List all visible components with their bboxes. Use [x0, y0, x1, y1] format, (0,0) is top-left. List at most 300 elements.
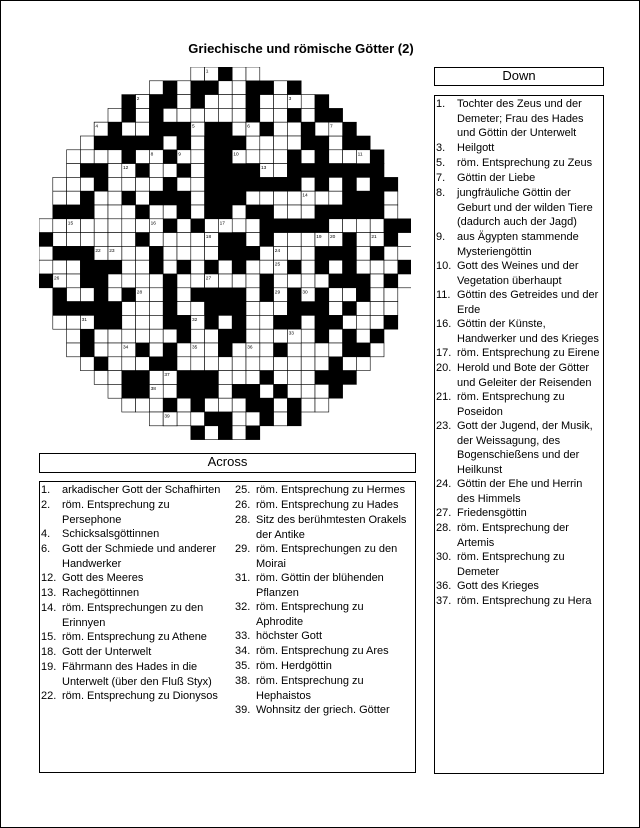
grid-cell-open[interactable]: [136, 122, 150, 136]
grid-cell-open[interactable]: [329, 329, 343, 343]
grid-cell-open[interactable]: [246, 233, 260, 247]
grid-cell-open[interactable]: [246, 150, 260, 164]
grid-cell-open[interactable]: [246, 191, 260, 205]
grid-cell-open[interactable]: [232, 398, 246, 412]
grid-cell-open[interactable]: [136, 315, 150, 329]
grid-cell-open[interactable]: [67, 343, 81, 357]
grid-cell-open[interactable]: [39, 219, 53, 233]
grid-cell-open[interactable]: [191, 191, 205, 205]
grid-cell-blocked: [232, 315, 246, 329]
grid-cell-open[interactable]: [67, 260, 81, 274]
grid-cell-open[interactable]: [232, 108, 246, 122]
grid-cell-open[interactable]: [191, 136, 205, 150]
grid-cell-open[interactable]: [246, 136, 260, 150]
grid-cell-open[interactable]: [301, 315, 315, 329]
grid-cell-open[interactable]: [67, 233, 81, 247]
grid-cell-open[interactable]: [191, 67, 205, 81]
grid-cell-open[interactable]: [122, 122, 136, 136]
grid-cell-open[interactable]: [122, 219, 136, 233]
clue-number: 9.: [436, 231, 446, 243]
grid-cell-open[interactable]: [246, 274, 260, 288]
grid-cell-open[interactable]: [122, 302, 136, 316]
grid-cell-open[interactable]: [287, 384, 301, 398]
clue-number: 33.: [235, 630, 251, 642]
grid-cell-open[interactable]: [218, 108, 232, 122]
grid-cell-open[interactable]: [356, 357, 370, 371]
grid-cell-open[interactable]: [274, 274, 288, 288]
grid-cell-open[interactable]: [246, 302, 260, 316]
grid-cell-open[interactable]: [301, 246, 315, 260]
grid-cell-open[interactable]: [356, 260, 370, 274]
grid-cell-open[interactable]: [315, 398, 329, 412]
grid-cell-open[interactable]: [232, 122, 246, 136]
grid-cell-open[interactable]: [301, 274, 315, 288]
grid-cell-open[interactable]: [287, 205, 301, 219]
grid-cell-open[interactable]: [260, 384, 274, 398]
grid-cell-open[interactable]: [136, 191, 150, 205]
grid-cell-open[interactable]: [191, 150, 205, 164]
grid-cell-open[interactable]: [260, 95, 274, 109]
grid-cell-open[interactable]: [246, 357, 260, 371]
grid-cell-open[interactable]: [287, 371, 301, 385]
grid-cell-open[interactable]: [136, 274, 150, 288]
grid-cell-open[interactable]: [94, 150, 108, 164]
grid-cell-open[interactable]: [232, 274, 246, 288]
grid-cell-open[interactable]: [274, 371, 288, 385]
grid-cell-open[interactable]: [301, 205, 315, 219]
grid-cell-open[interactable]: [232, 357, 246, 371]
grid-cell-open[interactable]: [287, 233, 301, 247]
grid-cell-open[interactable]: [398, 246, 411, 260]
grid-cell-open[interactable]: [136, 177, 150, 191]
grid-cell-open[interactable]: [163, 384, 177, 398]
grid-cell-open[interactable]: [329, 219, 343, 233]
grid-cell-open[interactable]: [232, 426, 246, 440]
grid-cell-open[interactable]: [149, 233, 163, 247]
grid-cell-open[interactable]: [287, 246, 301, 260]
grid-cell-open[interactable]: [232, 67, 246, 81]
grid-cell-open[interactable]: [205, 343, 219, 357]
grid-cell-open[interactable]: [108, 219, 122, 233]
grid-cell-open[interactable]: [108, 205, 122, 219]
grid-cell-open[interactable]: [356, 329, 370, 343]
grid-cell-open[interactable]: [218, 315, 232, 329]
grid-cell-open[interactable]: [94, 343, 108, 357]
grid-cell-open[interactable]: [274, 95, 288, 109]
grid-cell-open[interactable]: [315, 122, 329, 136]
grid-cell-open[interactable]: [370, 343, 384, 357]
grid-cell-open[interactable]: [177, 95, 191, 109]
grid-cell-open[interactable]: [191, 164, 205, 178]
grid-cell-open[interactable]: [122, 315, 136, 329]
grid-cell-open[interactable]: [246, 219, 260, 233]
grid-cell-open[interactable]: [163, 260, 177, 274]
clue-number: 12.: [41, 572, 57, 584]
grid-cell-open[interactable]: [80, 136, 94, 150]
grid-cell-open[interactable]: [94, 233, 108, 247]
grid-cell-open[interactable]: [218, 371, 232, 385]
grid-cell-open[interactable]: [205, 108, 219, 122]
grid-cell-open[interactable]: [149, 205, 163, 219]
grid-cell-open[interactable]: [301, 398, 315, 412]
grid-cell-open[interactable]: [301, 108, 315, 122]
grid-cell-open[interactable]: [260, 108, 274, 122]
grid-cell-open[interactable]: [232, 205, 246, 219]
grid-cell-open[interactable]: [301, 343, 315, 357]
grid-cell-open[interactable]: [274, 412, 288, 426]
clue-item: [436, 579, 600, 594]
grid-cell-open[interactable]: [218, 398, 232, 412]
grid-cell-open[interactable]: [329, 150, 343, 164]
grid-cell-open[interactable]: [205, 426, 219, 440]
grid-cell-open[interactable]: [67, 329, 81, 343]
grid-cell-open[interactable]: [163, 246, 177, 260]
grid-cell-open[interactable]: [218, 81, 232, 95]
grid-cell-open[interactable]: [218, 274, 232, 288]
grid-cell-open[interactable]: [136, 357, 150, 371]
grid-cell-open[interactable]: [80, 233, 94, 247]
grid-cell-open[interactable]: [67, 150, 81, 164]
grid-cell-open[interactable]: [274, 302, 288, 316]
grid-cell-open[interactable]: [80, 177, 94, 191]
grid-cell-open[interactable]: [108, 329, 122, 343]
grid-cell-open[interactable]: [108, 150, 122, 164]
grid-cell-open[interactable]: [260, 343, 274, 357]
grid-cell-open[interactable]: [191, 260, 205, 274]
grid-cell-open[interactable]: [191, 205, 205, 219]
grid-cell-open[interactable]: [67, 288, 81, 302]
grid-cell-open[interactable]: [177, 412, 191, 426]
grid-cell-open[interactable]: [356, 219, 370, 233]
grid-cell-open[interactable]: [149, 81, 163, 95]
grid-cell-blocked: [53, 205, 67, 219]
grid-cell-open[interactable]: [177, 357, 191, 371]
grid-cell-open[interactable]: [39, 246, 53, 260]
grid-cell-open[interactable]: [149, 343, 163, 357]
grid-cell-open[interactable]: [260, 329, 274, 343]
grid-cell-open[interactable]: [67, 315, 81, 329]
grid-cell-open[interactable]: [384, 260, 398, 274]
grid-cell-open[interactable]: [384, 246, 398, 260]
grid-cell-open[interactable]: [260, 136, 274, 150]
grid-cell-open[interactable]: [260, 357, 274, 371]
grid-cell-open[interactable]: [108, 177, 122, 191]
grid-cell-open[interactable]: [191, 357, 205, 371]
grid-cell-open[interactable]: [205, 219, 219, 233]
grid-cell-open[interactable]: [53, 260, 67, 274]
grid-cell-open[interactable]: [122, 398, 136, 412]
grid-cell-open[interactable]: [301, 357, 315, 371]
grid-cell-open[interactable]: [191, 233, 205, 247]
grid-cell-open[interactable]: [274, 164, 288, 178]
grid-cell-open[interactable]: [177, 177, 191, 191]
grid-cell-open[interactable]: [108, 108, 122, 122]
grid-cell-open[interactable]: [274, 205, 288, 219]
grid-cell-open[interactable]: [108, 343, 122, 357]
grid-cell-open[interactable]: [246, 371, 260, 385]
grid-cell-open[interactable]: [343, 219, 357, 233]
grid-cell-open[interactable]: [343, 288, 357, 302]
grid-cell-open[interactable]: [136, 246, 150, 260]
grid-cell-open[interactable]: [260, 302, 274, 316]
grid-cell-open[interactable]: [205, 357, 219, 371]
grid-cell-open[interactable]: [191, 108, 205, 122]
grid-cell-open[interactable]: [287, 357, 301, 371]
grid-cell-open[interactable]: [370, 219, 384, 233]
grid-cell-blocked: [80, 343, 94, 357]
grid-cell-open[interactable]: [315, 343, 329, 357]
grid-cell-open[interactable]: [370, 315, 384, 329]
grid-cell-blocked: [205, 150, 219, 164]
grid-cell-open[interactable]: [177, 108, 191, 122]
grid-cell-open[interactable]: [356, 246, 370, 260]
grid-cell-open[interactable]: [136, 150, 150, 164]
grid-cell-open[interactable]: [191, 329, 205, 343]
grid-cell-open[interactable]: [384, 302, 398, 316]
grid-cell-blocked: [232, 384, 246, 398]
grid-cell-open[interactable]: [232, 343, 246, 357]
grid-cell-open[interactable]: [260, 191, 274, 205]
grid-cell-open[interactable]: [80, 357, 94, 371]
grid-cell-open[interactable]: [287, 191, 301, 205]
grid-cell-open[interactable]: [177, 398, 191, 412]
grid-cell-open[interactable]: [94, 219, 108, 233]
grid-cell-open[interactable]: [370, 288, 384, 302]
grid-cell-open[interactable]: [274, 191, 288, 205]
grid-cell-open[interactable]: [301, 371, 315, 385]
grid-cell-open[interactable]: [274, 136, 288, 150]
grid-cell-open[interactable]: [274, 329, 288, 343]
grid-cell-open[interactable]: [218, 95, 232, 109]
grid-cell-open[interactable]: [94, 329, 108, 343]
grid-cell-open[interactable]: [177, 343, 191, 357]
grid-cell-blocked: [260, 219, 274, 233]
grid-cell-open[interactable]: [301, 150, 315, 164]
grid-cell-open[interactable]: [205, 329, 219, 343]
grid-cell-open[interactable]: [260, 260, 274, 274]
grid-cell-open[interactable]: [163, 233, 177, 247]
grid-cell-open[interactable]: [274, 398, 288, 412]
grid-cell-open[interactable]: [246, 329, 260, 343]
grid-cell-blocked: [122, 136, 136, 150]
grid-cell-open[interactable]: [370, 274, 384, 288]
grid-cell-open[interactable]: [122, 233, 136, 247]
grid-cell-open[interactable]: [53, 315, 67, 329]
grid-cell-open[interactable]: [287, 122, 301, 136]
grid-cell-open[interactable]: [67, 177, 81, 191]
grid-cell-open[interactable]: [274, 81, 288, 95]
grid-cell-open[interactable]: [343, 315, 357, 329]
grid-cell-open[interactable]: [163, 205, 177, 219]
grid-cell-open[interactable]: [136, 219, 150, 233]
grid-cell-open[interactable]: [94, 191, 108, 205]
grid-cell-open[interactable]: [108, 357, 122, 371]
grid-cell-open[interactable]: [108, 233, 122, 247]
grid-cell-open[interactable]: [301, 384, 315, 398]
grid-cell-open[interactable]: [205, 246, 219, 260]
clue-item: [41, 586, 221, 601]
grid-cell-open[interactable]: [329, 288, 343, 302]
grid-cell-open[interactable]: [356, 302, 370, 316]
grid-cell-open[interactable]: [329, 343, 343, 357]
grid-cell-open[interactable]: [191, 177, 205, 191]
grid-cell-open[interactable]: [398, 233, 411, 247]
grid-cell-open[interactable]: [315, 384, 329, 398]
grid-cell-open[interactable]: [177, 302, 191, 316]
grid-cell-open[interactable]: [274, 357, 288, 371]
grid-cell-open[interactable]: [329, 136, 343, 150]
grid-cell-open[interactable]: [177, 274, 191, 288]
clue-item: [436, 97, 600, 141]
grid-cell-open[interactable]: [122, 260, 136, 274]
grid-cell-open[interactable]: [287, 274, 301, 288]
grid-cell-open[interactable]: [301, 329, 315, 343]
grid-cell-blocked: [205, 412, 219, 426]
clue-text: röm. Herdgöttin: [256, 660, 332, 672]
grid-cell-open[interactable]: [274, 233, 288, 247]
grid-cell-open[interactable]: [329, 177, 343, 191]
grid-cell-open[interactable]: [301, 95, 315, 109]
grid-cell-open[interactable]: [122, 357, 136, 371]
grid-cell-open[interactable]: [108, 371, 122, 385]
grid-cell-open[interactable]: [122, 329, 136, 343]
grid-cell-open[interactable]: [315, 357, 329, 371]
grid-cell-open[interactable]: [301, 233, 315, 247]
grid-cell-open[interactable]: [149, 315, 163, 329]
grid-cell-open[interactable]: [149, 302, 163, 316]
grid-cell-open[interactable]: [39, 260, 53, 274]
grid-cell-open[interactable]: [246, 67, 260, 81]
grid-cell-open[interactable]: [149, 329, 163, 343]
grid-cell-open[interactable]: [177, 233, 191, 247]
grid-cell-open[interactable]: [163, 108, 177, 122]
grid-cell-open[interactable]: [149, 274, 163, 288]
grid-cell-open[interactable]: [343, 150, 357, 164]
grid-cell-open[interactable]: [94, 205, 108, 219]
grid-cell-open[interactable]: [329, 302, 343, 316]
grid-cell-open[interactable]: [108, 164, 122, 178]
grid-cell-open[interactable]: [191, 412, 205, 426]
grid-cell-open[interactable]: [218, 260, 232, 274]
grid-cell-open[interactable]: [301, 260, 315, 274]
grid-cell-open[interactable]: [246, 260, 260, 274]
grid-cell-open[interactable]: [260, 315, 274, 329]
grid-cell-open[interactable]: [232, 95, 246, 109]
grid-cell-open[interactable]: [163, 164, 177, 178]
grid-cell-open[interactable]: [384, 288, 398, 302]
grid-cell-open[interactable]: [149, 288, 163, 302]
grid-cell-open[interactable]: [274, 108, 288, 122]
grid-cell-blocked: [39, 233, 53, 247]
grid-cell-open[interactable]: [232, 219, 246, 233]
grid-cell-open[interactable]: [232, 81, 246, 95]
grid-cell-open[interactable]: [191, 274, 205, 288]
grid-cell-open[interactable]: [287, 136, 301, 150]
grid-cell-open[interactable]: [80, 150, 94, 164]
grid-cell-open[interactable]: [122, 177, 136, 191]
grid-cell-open[interactable]: [370, 302, 384, 316]
grid-cell-open[interactable]: [149, 177, 163, 191]
grid-cell-open[interactable]: [301, 177, 315, 191]
grid-cell-open[interactable]: [53, 191, 67, 205]
grid-cell-open[interactable]: [163, 329, 177, 343]
grid-cell-open[interactable]: [122, 205, 136, 219]
grid-cell-open[interactable]: [315, 274, 329, 288]
grid-cell-open[interactable]: [122, 274, 136, 288]
grid-cell-open[interactable]: [177, 288, 191, 302]
grid-cell-open[interactable]: [149, 164, 163, 178]
grid-cell-open[interactable]: [67, 274, 81, 288]
grid-cell-open[interactable]: [384, 205, 398, 219]
grid-cell-open[interactable]: [80, 288, 94, 302]
grid-cell-open[interactable]: [260, 150, 274, 164]
grid-cell-open[interactable]: [232, 412, 246, 426]
grid-cell-open[interactable]: [149, 371, 163, 385]
grid-cell-open[interactable]: [205, 95, 219, 109]
clue-text: höchster Gott: [256, 630, 323, 642]
grid-cell-open[interactable]: [218, 357, 232, 371]
grid-cell-open[interactable]: [136, 329, 150, 343]
grid-cell-open[interactable]: [343, 357, 357, 371]
grid-cell-open[interactable]: [136, 260, 150, 274]
grid-cell-blocked: [205, 81, 219, 95]
grid-cell-open[interactable]: [384, 191, 398, 205]
grid-cell-open[interactable]: [246, 315, 260, 329]
grid-cell-open[interactable]: [53, 177, 67, 191]
grid-cell-open[interactable]: [94, 371, 108, 385]
grid-cell-open[interactable]: [136, 108, 150, 122]
grid-cell-open[interactable]: [149, 398, 163, 412]
grid-cell-open[interactable]: [329, 191, 343, 205]
grid-cell-open[interactable]: [53, 233, 67, 247]
grid-cell-open[interactable]: [356, 315, 370, 329]
grid-cell-open[interactable]: [232, 371, 246, 385]
grid-cell-open[interactable]: [136, 398, 150, 412]
grid-cell-open[interactable]: [329, 260, 343, 274]
grid-cell-open[interactable]: [177, 246, 191, 260]
grid-cell-open[interactable]: [191, 246, 205, 260]
grid-cell-open[interactable]: [246, 412, 260, 426]
grid-cell-open[interactable]: [260, 246, 274, 260]
grid-cell-open[interactable]: [136, 302, 150, 316]
grid-cell-open[interactable]: [149, 412, 163, 426]
grid-cell-open[interactable]: [122, 246, 136, 260]
grid-cell-open[interactable]: [191, 302, 205, 316]
grid-cell-open[interactable]: [108, 274, 122, 288]
grid-cell-open[interactable]: [218, 384, 232, 398]
grid-cell-open[interactable]: [370, 260, 384, 274]
grid-cell-open[interactable]: [287, 343, 301, 357]
grid-cell-open[interactable]: [80, 219, 94, 233]
grid-cell-open[interactable]: [274, 122, 288, 136]
grid-cell-open[interactable]: [356, 233, 370, 247]
grid-cell-open[interactable]: [356, 177, 370, 191]
grid-cell-open[interactable]: [108, 288, 122, 302]
grid-cell-open[interactable]: [315, 191, 329, 205]
grid-cell-open[interactable]: [177, 219, 191, 233]
grid-cell-open[interactable]: [177, 81, 191, 95]
grid-cell-open[interactable]: [108, 384, 122, 398]
grid-cell-open[interactable]: [67, 164, 81, 178]
grid-cell-open[interactable]: [163, 136, 177, 150]
grid-cell-open[interactable]: [53, 219, 67, 233]
grid-cell-open[interactable]: [398, 274, 411, 288]
grid-cell-open[interactable]: [274, 150, 288, 164]
grid-cell-open[interactable]: [108, 191, 122, 205]
grid-cell-open[interactable]: [246, 288, 260, 302]
grid-cell-open[interactable]: [67, 191, 81, 205]
grid-cell-open[interactable]: [205, 398, 219, 412]
